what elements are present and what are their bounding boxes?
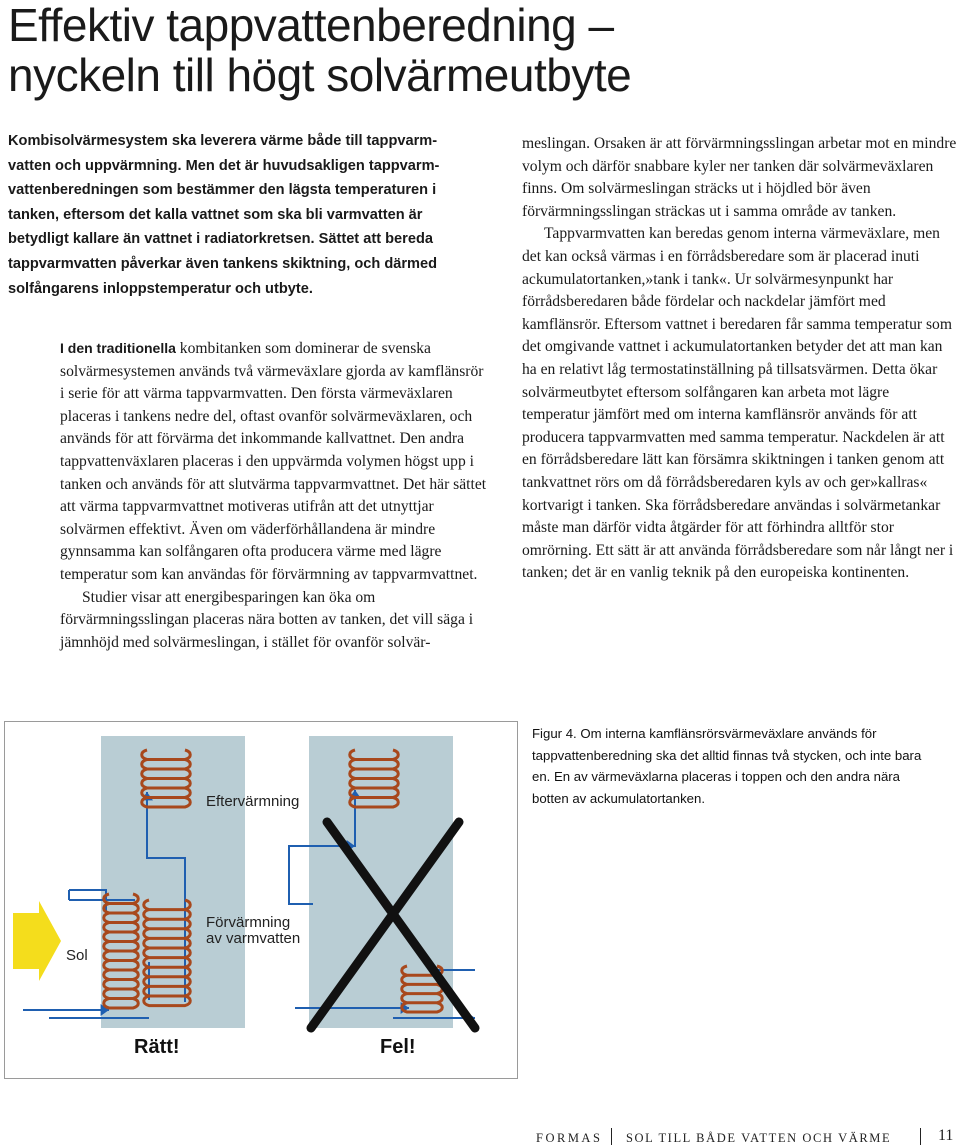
footer-divider [920,1128,921,1145]
body-paragraph: Studier visar att energibesparingen kan öka om förvärmningsslingan placeras nära botten av tanken, det vill säga i jämnhöjd med solvärmeslingan, i stället för ovanför solvär- [60,588,474,651]
figure-caption: Figur 4. Om interna kamflänsrörsvärmeväxlare används för tappvattenberedning ska det alltid finnas två stycken, och inte bara en. En av värmeväxlarna placeras i toppen och den andra nära botten av ackumulatortanken. [532,726,922,806]
figure-4 [4,721,518,1079]
label-fel: Fel! [380,1036,416,1058]
body-paragraph: meslingan. Orsaken är att förvärmningsslingan arbetar mot en mindre volym och därför snabbare kyler ner tanken där solvärmeväxlaren finns. Om solvärmeslingan sträcks ut i höjdled bör även förvärmningsslingan sträckas ut i samma område av tanken. [522,135,957,220]
label-eftervarmning: Eftervärmning [206,793,300,810]
lead-paragraph: Kombisolvärmesystem ska leverera värme både till tappvarm-vatten och uppvärmning. Men det är huvudsakligen tappvarm-vattenberedningen som bestämmer den lägsta temperaturen i tanken, eftersom det kalla vattnet som ska bli varmvatten är betydligt kallare än vattnet i radiatorkretsen. Sättet att bereda tappvarmvatten påverkar även tankens skiktning, och därmed solfångarens inloppstemperatur och utbyte. [8,133,440,297]
title-line-2: nyckeln till högt solvärmeutbyte [8,49,632,101]
body-paragraph [60,337,490,587]
body-text: kombitanken som dominerar de svenska solvärmesystemen används två värmeväxlare gjorda av kamflänsrör i serie för att värma tappvarmvatten. Den första värmeväxlaren placeras i tankens nedre del, oftast ovanför solvärmeväxlaren, och används för att förvärma det inkommande kallvattnet. Den andra tappvattenväxlaren placeras i den uppvärmda volymen högst upp i tanken och används för att slutvärma tappvarmvattnet. Det här sättet att värma tappvarmvattnet motiveras utifrån att det utnyttjar solvärmen effektivt. Även om väderförhållandena är mindre gynnsamma kan solfångaren ofta producera värme med lägre temperatur som kan användas för förvärmning av tappvarmvattnet. [60,340,487,583]
title-line-1: Effektiv tappvattenberedning – [8,0,614,51]
page-number: 11 [938,1127,954,1144]
label-forvarmning-line1: Förvärmning [206,914,291,931]
footer-brand: FORMAS [536,1131,603,1145]
label-ratt: Rätt! [134,1036,180,1058]
page-title [8,0,948,100]
runin-heading: I den traditionella [60,340,176,356]
label-forvarmning [206,915,300,947]
body-column-left [60,337,490,654]
sol-arrow-icon [13,901,61,981]
label-sol: Sol [66,947,88,964]
page-footer [536,1127,960,1147]
label-forvarmning-line2: av varmvatten [206,930,301,947]
body-column-right [522,133,960,585]
tank-diagram [5,722,519,1080]
body-paragraph: Tappvarmvatten kan beredas genom interna värmeväxlare, men det kan också värmas i en förrådsberedare som är placerad inuti ackumulatortanken,»tank i tank«. Ur solvärmesynpunkt har förrådsberedaren både fördelar och nackdelar jämfört med kamflänsrör. Eftersom vattnet i beredaren får samma temperatur som det omgivande vattnet i ackumulatortanken betyder det att man kan ha en relativt låg termostatinställning på tillsatsvärmen. Detta ökar solvärmeutbytet eftersom solfångaren kan arbeta mot lägre temperatur jämfört med om interna kamflänsrör används för att producera tappvarmvatten med samma temperatur. Nackdelen är att en förrådsberedare lätt kan försämra skiktningen i tanken genom att tankvattnet rörs om då förrådsberedaren kyls av och ger»kallras« kortvarigt i tanken. Ska förrådsberedare användas i solvärmetankar måste man därför vidta åtgärder för att förhindra alltför stor omrörning. Ett sätt är att använda förrådsberedare som når långt ner i tanken; det är en vanlig teknik på den europeiska kontinenten. [522,225,954,582]
footer-section: SOL TILL BÅDE VATTEN OCH VÄRME [626,1131,892,1145]
footer-divider [611,1128,612,1145]
